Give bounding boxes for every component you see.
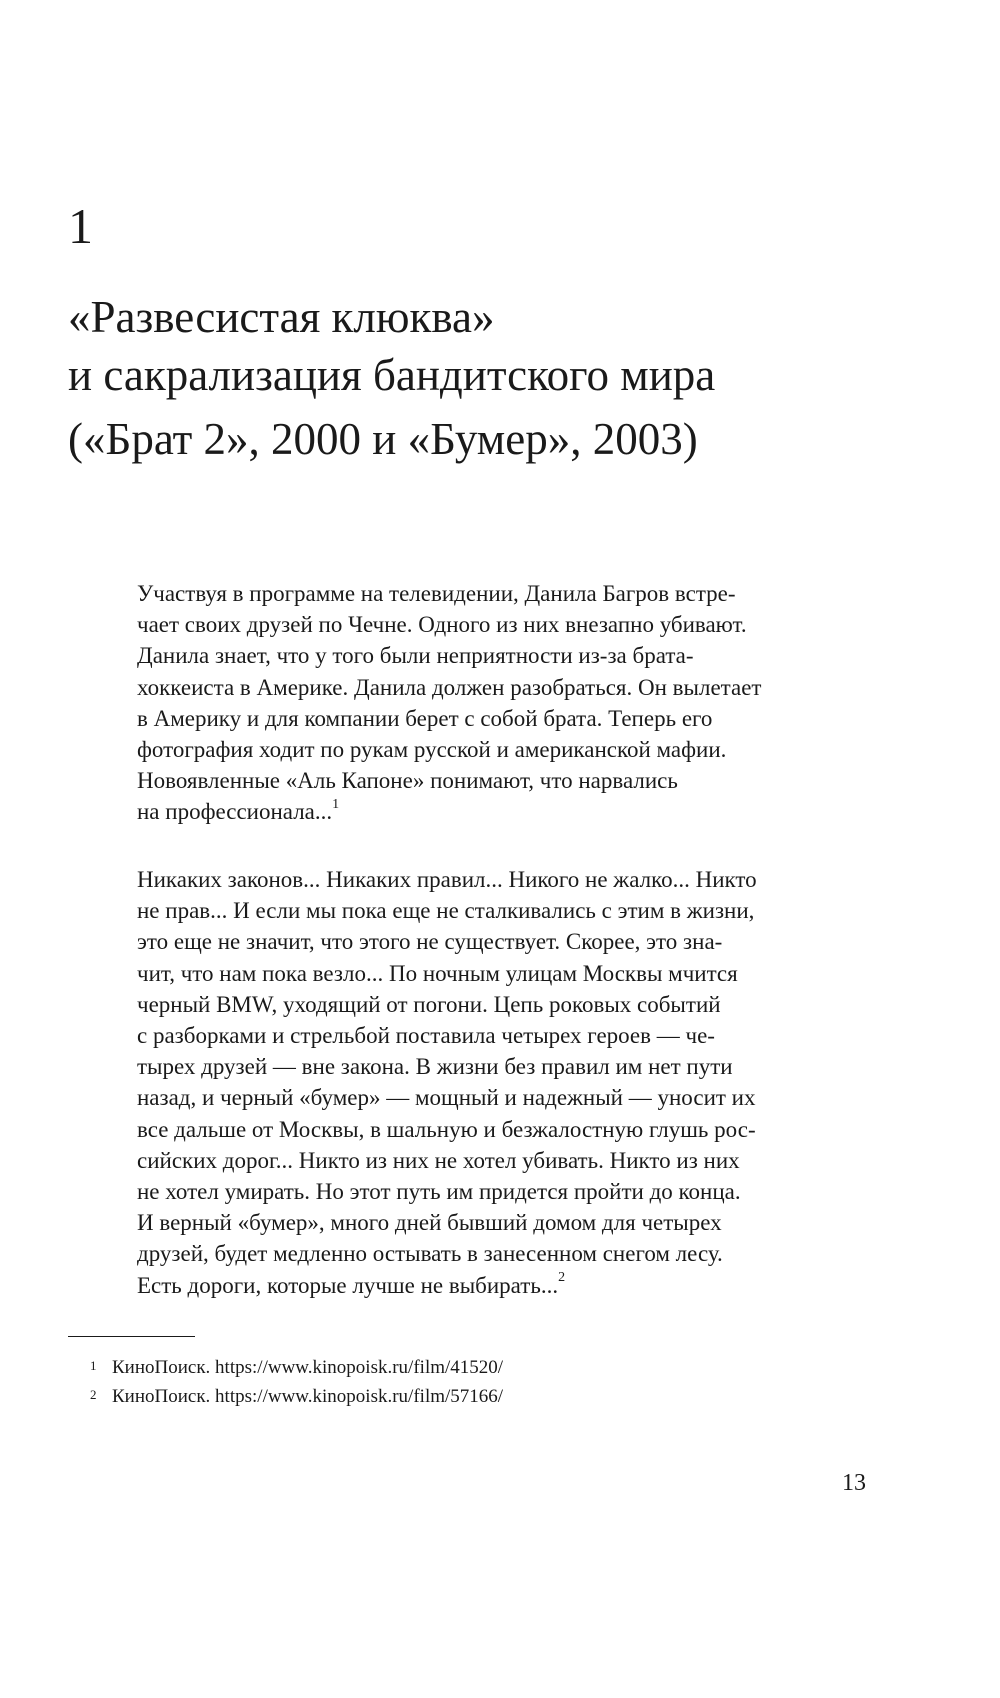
text-line: с разборками и стрельбой поставила четырех героев — че-	[137, 1023, 715, 1049]
text-line: черный BMW, уходящий от погони. Цепь роковых событий	[137, 991, 721, 1017]
text-line	[137, 1270, 897, 1301]
chapter-title-line: «Развесистая клюква»	[68, 292, 495, 342]
text-line: Участвуя в программе на телевидении, Данила Багров встре-	[137, 581, 736, 606]
text-line: в Америку и для компании берет с собой брата. Теперь его	[137, 705, 713, 731]
text-line: сийских дорог... Никто из них не хотел убивать. Никто из них	[137, 1147, 740, 1173]
footnote-text[interactable]: КиноПоиск. https://www.kinopoisk.ru/film/57166/	[112, 1386, 504, 1407]
text-line: не хотел умирать. Но этот путь им придется пройти до конца.	[137, 1179, 741, 1205]
paragraph-synopsis-bumer	[137, 864, 897, 1301]
text-line	[137, 796, 897, 827]
footnote-reference[interactable]: 2	[558, 1269, 566, 1285]
paragraph-synopsis-brat-2	[137, 578, 897, 828]
footnote-reference[interactable]: 1	[332, 796, 340, 812]
text-line: назад, и черный «бумер» — мощный и надежный — уносит их	[137, 1085, 756, 1111]
footnote-item	[90, 1382, 503, 1411]
footnote-text[interactable]: КиноПоиск. https://www.kinopoisk.ru/film/41520/	[112, 1357, 504, 1378]
footnote-item	[90, 1353, 503, 1382]
footnote-divider	[68, 1336, 195, 1337]
chapter-title	[68, 288, 948, 404]
text-line: фотография ходит по рукам русской и американской мафии.	[137, 737, 727, 763]
text-line: Данила знает, что у того были неприятности из-за брата-	[137, 643, 694, 669]
chapter-number: 1	[68, 198, 93, 254]
text-line: это еще не значит, что этого не существует. Скорее, это зна-	[137, 929, 723, 955]
footnote-mark: 1	[90, 1358, 97, 1373]
text-line-content: на профессионала...	[137, 799, 333, 825]
text-line: не прав... И если мы пока еще не сталкивались с этим в жизни,	[137, 898, 755, 924]
chapter-subtitle: («Брат 2», 2000 и «Бумер», 2003)	[68, 414, 698, 464]
text-line: все дальше от Москвы, в шальную и безжалостную глушь рос-	[137, 1116, 756, 1142]
page-number: 13	[842, 1470, 866, 1496]
footnotes	[90, 1353, 503, 1411]
chapter-title-line: и сакрализация бандитского мира	[68, 350, 716, 400]
text-line: друзей, будет медленно остывать в занесенном снегом лесу.	[137, 1241, 723, 1267]
text-line: Никаких законов... Никаких правил... Никого не жалко... Никто	[137, 867, 757, 892]
text-line-content: Есть дороги, которые лучше не выбирать...	[137, 1272, 559, 1298]
footnote-mark: 2	[90, 1387, 97, 1402]
text-line: Новоявленные «Аль Капоне» понимают, что нарвались	[137, 768, 678, 794]
text-line: чит, что нам пока везло... По ночным улицам Москвы мчится	[137, 960, 738, 986]
text-line: тырех друзей — вне закона. В жизни без правил им нет пути	[137, 1054, 733, 1080]
text-line: чает своих друзей по Чечне. Одного из них внезапно убивают.	[137, 612, 747, 638]
text-line: И верный «бумер», много дней бывший домом для четырех	[137, 1210, 722, 1236]
text-line: хоккеиста в Америке. Данила должен разобраться. Он вылетает	[137, 674, 762, 700]
